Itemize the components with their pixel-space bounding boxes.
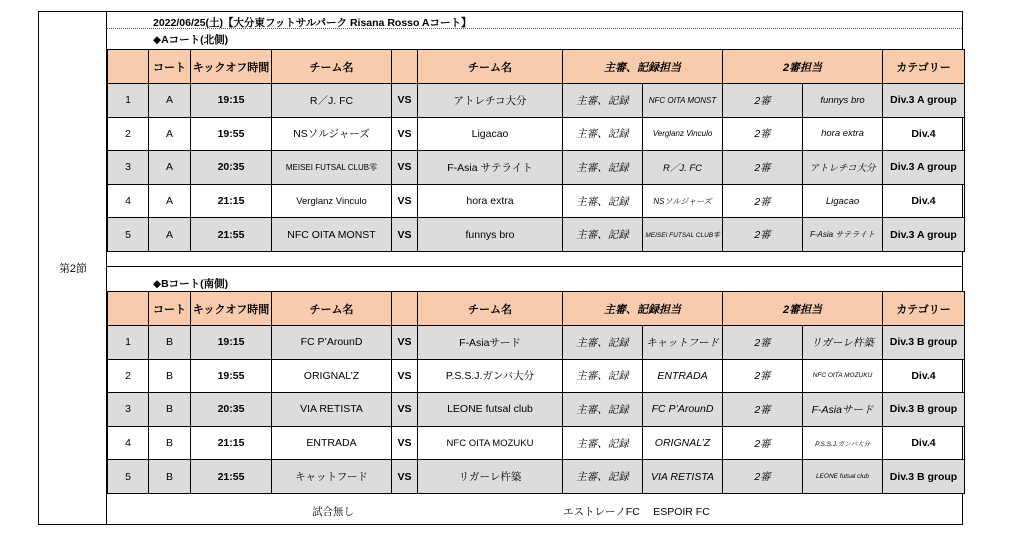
match-row: [108, 117, 965, 151]
away-team: アトレチコ大分: [418, 84, 563, 118]
header-second: 2審担当: [723, 292, 883, 326]
referee-team: ENTRADA: [643, 359, 723, 393]
second-referee-team: リガーレ杵築: [803, 326, 883, 360]
second-referee-team: F-Asiaサード: [803, 393, 883, 427]
match-row: [108, 393, 965, 427]
header-team2: チーム名: [418, 292, 563, 326]
away-team: NFC OITA MOZUKU: [418, 426, 563, 460]
vs-label: VS: [392, 84, 418, 118]
header-vs: [392, 50, 418, 84]
match-row: [108, 84, 965, 118]
kickoff-time: 19:55: [191, 359, 272, 393]
match-number: 2: [108, 359, 149, 393]
category-cell: Div.4: [883, 426, 965, 460]
referee-role: 主審、記録: [563, 359, 643, 393]
vs-label: VS: [392, 426, 418, 460]
category-cell: Div.4: [883, 359, 965, 393]
round-column: [39, 12, 107, 524]
category-cell: Div.3 A group: [883, 218, 965, 252]
no-match-label: 試合無し: [312, 506, 354, 518]
referee-team: FC P’ArounD: [643, 393, 723, 427]
away-team: P.S.S.J.ガンバ大分: [418, 359, 563, 393]
header-team1: チーム名: [272, 50, 392, 84]
header-team1: チーム名: [272, 292, 392, 326]
court-cell: B: [149, 326, 191, 360]
second-referee-role: 2審: [723, 117, 803, 151]
second-referee-team: F-Asia サテライト: [803, 218, 883, 252]
referee-role: 主審、記録: [563, 117, 643, 151]
vs-label: VS: [392, 151, 418, 185]
vs-label: VS: [392, 359, 418, 393]
home-team: VIA RETISTA: [272, 393, 392, 427]
header-no: [108, 50, 149, 84]
match-row: [108, 326, 965, 360]
away-team: F-Asiaサード: [418, 326, 563, 360]
match-number: 2: [108, 117, 149, 151]
referee-team: ORIGNAL’Z: [643, 426, 723, 460]
court-cell: B: [149, 460, 191, 494]
match-number: 5: [108, 460, 149, 494]
section-b-table: [107, 291, 965, 494]
vs-label: VS: [392, 326, 418, 360]
header-kickoff: キックオフ時間: [191, 292, 272, 326]
header-court: コート: [149, 50, 191, 84]
kickoff-time: 19:55: [191, 117, 272, 151]
header-court: コート: [149, 292, 191, 326]
category-cell: Div.4: [883, 184, 965, 218]
court-cell: A: [149, 184, 191, 218]
section-a-table: [107, 49, 965, 252]
match-row: [108, 218, 965, 252]
category-cell: Div.3 B group: [883, 460, 965, 494]
second-referee-team: P.S.S.J.ガンバ大分: [803, 426, 883, 460]
header-team2: チーム名: [418, 50, 563, 84]
home-team: Verglanz Vinculo: [272, 184, 392, 218]
header-vs: [392, 292, 418, 326]
header-no: [108, 292, 149, 326]
second-referee-role: 2審: [723, 218, 803, 252]
second-referee-team: アトレチコ大分: [803, 151, 883, 185]
kickoff-time: 19:15: [191, 326, 272, 360]
second-referee-role: 2審: [723, 151, 803, 185]
vs-label: VS: [392, 117, 418, 151]
match-row: [108, 426, 965, 460]
home-team: ENTRADA: [272, 426, 392, 460]
kickoff-time: 20:35: [191, 151, 272, 185]
category-cell: Div.3 A group: [883, 151, 965, 185]
header-kickoff: キックオフ時間: [191, 50, 272, 84]
match-number: 5: [108, 218, 149, 252]
match-row: [108, 359, 965, 393]
second-referee-team: Ligacao: [803, 184, 883, 218]
header-referee: 主審、記録担当: [563, 292, 723, 326]
kickoff-time: 21:55: [191, 460, 272, 494]
home-team: キャットフード: [272, 460, 392, 494]
referee-team: キャットフード: [643, 326, 723, 360]
second-referee-team: NFC OITA MOZUKU: [803, 359, 883, 393]
match-row: [108, 460, 965, 494]
referee-team: R／J. FC: [643, 151, 723, 185]
court-cell: B: [149, 426, 191, 460]
referee-role: 主審、記録: [563, 84, 643, 118]
match-number: 1: [108, 326, 149, 360]
venue-title: 2022/06/25(土)【大分東フットサルパーク Risana Rosso Aコート】: [107, 12, 962, 29]
second-referee-role: 2審: [723, 184, 803, 218]
referee-team: MEISEI FUTSAL CLUB零: [643, 218, 723, 252]
away-team: F-Asia サテライト: [418, 151, 563, 185]
home-team: NFC OITA MONST: [272, 218, 392, 252]
vs-label: VS: [392, 460, 418, 494]
home-team: MEISEI FUTSAL CLUB零: [272, 151, 392, 185]
referee-role: 主審、記録: [563, 426, 643, 460]
second-referee-role: 2審: [723, 426, 803, 460]
second-referee-role: 2審: [723, 359, 803, 393]
schedule-content: [107, 12, 962, 524]
section-a-label: ◆Aコート(北側): [153, 34, 229, 46]
kickoff-time: 21:15: [191, 184, 272, 218]
match-number: 4: [108, 426, 149, 460]
section-b-header-row: [108, 292, 965, 326]
court-cell: A: [149, 218, 191, 252]
second-referee-team: funnys bro: [803, 84, 883, 118]
court-cell: A: [149, 117, 191, 151]
kickoff-time: 21:55: [191, 218, 272, 252]
court-cell: A: [149, 84, 191, 118]
away-team: funnys bro: [418, 218, 563, 252]
away-team: LEONE futsal club: [418, 393, 563, 427]
kickoff-time: 20:35: [191, 393, 272, 427]
court-cell: A: [149, 151, 191, 185]
away-team: hora extra: [418, 184, 563, 218]
section-b-label: ◆Bコート(南側): [153, 278, 229, 290]
match-row: [108, 151, 965, 185]
court-cell: B: [149, 359, 191, 393]
referee-role: 主審、記録: [563, 218, 643, 252]
header-second: 2審担当: [723, 50, 883, 84]
vs-label: VS: [392, 184, 418, 218]
referee-role: 主審、記録: [563, 326, 643, 360]
category-cell: Div.3 B group: [883, 326, 965, 360]
court-cell: B: [149, 393, 191, 427]
referee-role: 主審、記録: [563, 151, 643, 185]
referee-role: 主審、記録: [563, 460, 643, 494]
away-team: Ligacao: [418, 117, 563, 151]
schedule-sheet: [38, 11, 963, 525]
second-referee-team: LEONE futsal club: [803, 460, 883, 494]
home-team: FC P’ArounD: [272, 326, 392, 360]
footer-row: [107, 493, 962, 527]
category-cell: Div.4: [883, 117, 965, 151]
round-label: 第2節: [58, 263, 88, 275]
match-number: 3: [108, 151, 149, 185]
referee-team: VIA RETISTA: [643, 460, 723, 494]
vs-label: VS: [392, 393, 418, 427]
referee-team: NFC OITA MONST: [643, 84, 723, 118]
section-divider: [107, 266, 962, 267]
referee-role: 主審、記録: [563, 184, 643, 218]
second-referee-team: hora extra: [803, 117, 883, 151]
section-a-header-row: [108, 50, 965, 84]
match-number: 1: [108, 84, 149, 118]
referee-team: NSソルジャーズ: [643, 184, 723, 218]
second-referee-role: 2審: [723, 326, 803, 360]
referee-role: 主審、記録: [563, 393, 643, 427]
away-team: リガーレ杵築: [418, 460, 563, 494]
second-referee-role: 2審: [723, 393, 803, 427]
match-number: 4: [108, 184, 149, 218]
kickoff-time: 21:15: [191, 426, 272, 460]
second-referee-role: 2審: [723, 460, 803, 494]
header-referee: 主審、記録担当: [563, 50, 723, 84]
kickoff-time: 19:15: [191, 84, 272, 118]
second-referee-role: 2審: [723, 84, 803, 118]
header-category: カテゴリー: [883, 50, 965, 84]
home-team: NSソルジャーズ: [272, 117, 392, 151]
no-match-teams: エストレーノFC ESPOIR FC: [563, 506, 710, 518]
match-row: [108, 184, 965, 218]
match-number: 3: [108, 393, 149, 427]
referee-team: Verglanz Vinculo: [643, 117, 723, 151]
home-team: R／J. FC: [272, 84, 392, 118]
category-cell: Div.3 A group: [883, 84, 965, 118]
vs-label: VS: [392, 218, 418, 252]
category-cell: Div.3 B group: [883, 393, 965, 427]
home-team: ORIGNAL’Z: [272, 359, 392, 393]
header-category: カテゴリー: [883, 292, 965, 326]
